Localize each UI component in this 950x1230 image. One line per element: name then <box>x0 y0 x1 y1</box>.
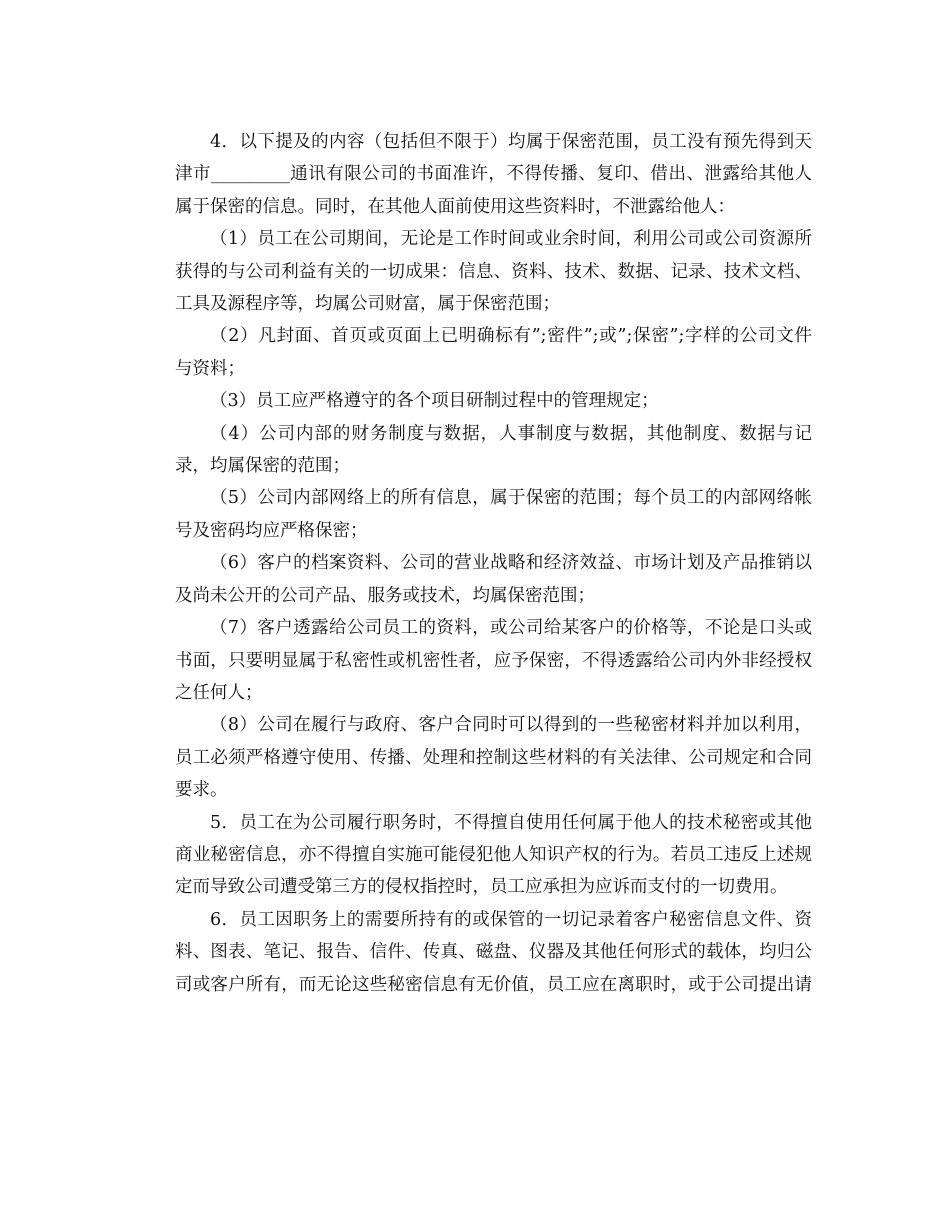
text-line: 获得的与公司利益有关的一切成果：信息、资料、技术、数据、记录、技术文档、 <box>175 261 812 282</box>
clause-6 <box>140 904 812 1001</box>
text-line: 号及密码均应严格保密； <box>175 520 368 541</box>
text-line: 5．员工在为公司履行职务时，不得擅自使用任何属于他人的技术秘密或其他 <box>210 812 812 833</box>
clause-4-item-8 <box>140 709 812 806</box>
clause-4-item-2 <box>140 320 812 385</box>
text-line: 4．以下提及的内容（包括但不限于）均属于保密范围，员工没有预先得到天 <box>210 132 812 152</box>
text-line: 书面，只要明显属于私密性或机密性者，应予保密，不得透露给公司内外非经授权 <box>175 650 812 671</box>
text-line: 司或客户所有，而无论这些秘密信息有无价值，员工应在离职时，或于公司提出请 <box>175 974 812 995</box>
text-line: （6）客户的档案资料、公司的营业战略和经济效益、市场计划及产品推销以 <box>210 553 812 574</box>
text-line: （8）公司在履行与政府、客户合同时可以得到的一些秘密材料并加以利用， <box>210 715 812 736</box>
clause-5 <box>140 807 812 904</box>
text-line: 录，均属保密的范围； <box>175 456 350 477</box>
text-line: （7）客户透露给公司员工的资料，或公司给某客户的价格等，不论是口头或 <box>210 618 812 639</box>
text-line: 定而导致公司遭受第三方的侵权指控时，员工应承担为应诉而支付的一切费用。 <box>175 877 788 898</box>
clause-4-item-1 <box>140 223 812 320</box>
text-line: 商业秘密信息，亦不得擅自实施可能侵犯他人知识产权的行为。若员工违反上述规 <box>175 844 812 865</box>
text-line: 要求。 <box>175 780 228 801</box>
text-line: 属于保密的信息。同时，在其他人面前使用这些资料时，不泄露给他人： <box>175 196 735 217</box>
text-line: 之任何人； <box>175 682 263 703</box>
clause-4-item-7 <box>140 612 812 709</box>
text-line: （1）员工在公司期间，无论是工作时间或业余时间，利用公司或公司资源所 <box>210 229 812 250</box>
text-line: （2）凡封面、首页或页面上已明确标有”;密件”;或”;保密”;字样的公司文件 <box>210 326 812 347</box>
clause-4-item-6 <box>140 547 812 612</box>
text-line: 料、图表、笔记、报告、信件、传真、磁盘、仪器及其他任何形式的载体，均归公 <box>175 942 812 963</box>
text-line: 与资料； <box>175 358 245 379</box>
clause-4-item-5 <box>140 482 812 547</box>
text-line: （5）公司内部网络上的所有信息，属于保密的范围；每个员工的内部网络帐 <box>210 488 812 509</box>
text-line: 及尚未公开的公司产品、服务或技术，均属保密范围； <box>175 585 595 606</box>
document-body <box>140 126 812 1001</box>
text-line: 员工必须严格遵守使用、传播、处理和控制这些材料的有关法律、公司规定和合同 <box>175 747 812 768</box>
text-line: （4）公司内部的财务制度与数据，人事制度与数据，其他制度、数据与记 <box>210 423 812 444</box>
clause-4-item-3 <box>140 385 812 417</box>
clause-4 <box>140 126 812 223</box>
text-line: （3）员工应严格遵守的各个项目研制过程中的管理规定； <box>210 391 659 412</box>
text-line: 6．员工因职务上的需要所持有的或保管的一切记录着客户秘密信息文件、资 <box>210 909 812 930</box>
text-line: 工具及源程序等，均属公司财富，属于保密范围； <box>175 294 560 315</box>
clause-4-item-4 <box>140 418 812 483</box>
text-line: 津市_________通讯有限公司的书面准许，不得传播、复印、借出、泄露给其他人 <box>175 164 812 185</box>
